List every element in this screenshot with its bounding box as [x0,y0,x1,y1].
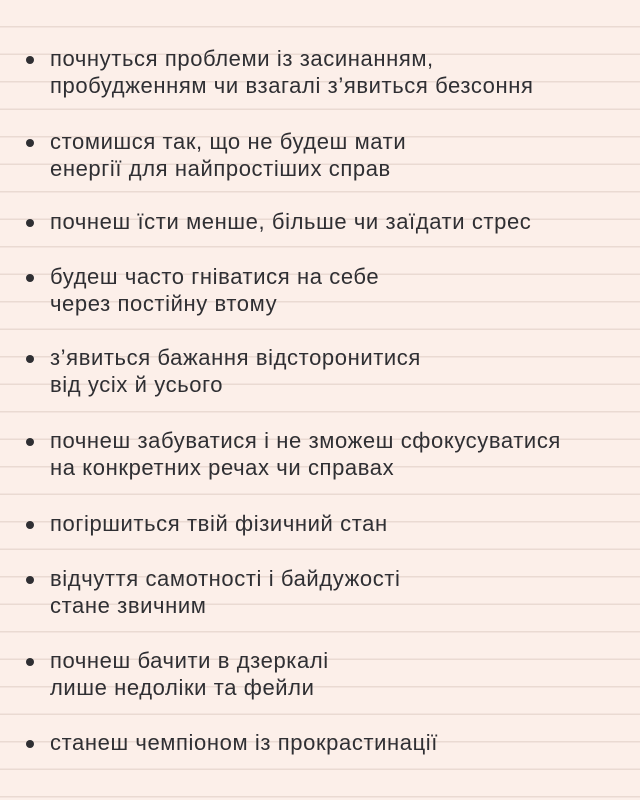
list-item [26,45,626,99]
list-item-line: будеш часто гніватися на себе [50,264,380,289]
bullet-icon [26,219,34,227]
list-item-line: станеш чемпіоном із прокрастинації [50,730,439,755]
list-item [26,208,626,235]
list-item-line: відчуття самотності і байдужості [50,566,401,591]
list-item-line: стане звичним [50,593,207,618]
list-item [26,565,626,619]
bullet-icon [26,274,34,282]
list-item-text [50,45,534,99]
list-item-line: з’явиться бажання відсторонитися [50,345,421,370]
list-item-text [50,510,388,537]
list-item [26,510,626,537]
bullet-icon [26,658,34,666]
list-item-line: від усіх й усього [50,372,224,397]
list-item-line: почнуться проблеми із засинанням, [50,46,434,71]
list-item-line: через постійну втому [50,291,278,316]
list-item-text [50,565,401,619]
bullet-icon [26,438,34,446]
bullet-icon [26,740,34,748]
list-item-line: енергії для найпростіших справ [50,156,391,181]
list-item-line: лише недоліки та фейли [50,675,315,700]
list-item-text [50,729,438,756]
list-item-line: погіршиться твій фізичний стан [50,511,388,536]
list-item [26,344,626,398]
bullet-icon [26,355,34,363]
list-item [26,263,626,317]
list-item-text [50,647,329,701]
list-item [26,427,626,481]
list-item [26,729,626,756]
list-item-line: почнеш їсти менше, більше чи заїдати стрес [50,209,532,234]
list-item-text [50,344,421,398]
list-item-line: пробудженням чи взагалі з’явиться безсоння [50,73,534,98]
list-item-text [50,263,379,317]
list-item-text [50,128,406,182]
bullet-icon [26,139,34,147]
bullet-icon [26,521,34,529]
list-item-line: почнеш забуватися і не зможеш сфокусуватися [50,428,561,453]
list-item-text [50,427,561,481]
list-item [26,128,626,182]
list-item-line: на конкретних речах чи справах [50,455,395,480]
list-item [26,647,626,701]
list-item-text [50,208,531,235]
list-item-line: стомишся так, що не будеш мати [50,129,407,154]
bullet-icon [26,56,34,64]
bullet-icon [26,576,34,584]
list-item-line: почнеш бачити в дзеркалі [50,648,329,673]
